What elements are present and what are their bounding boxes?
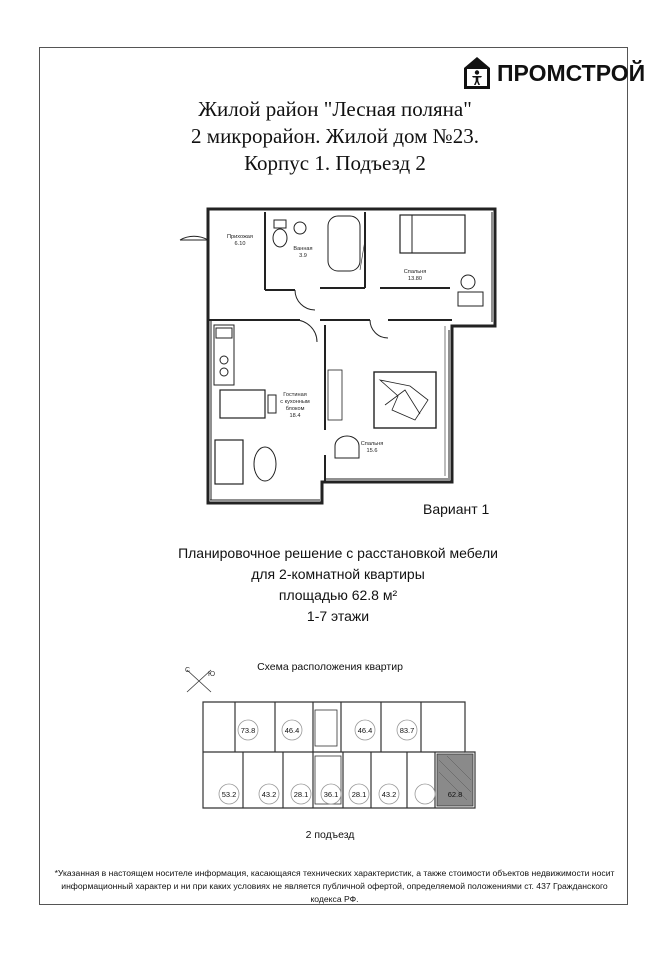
footnote: [48, 867, 621, 906]
footnote-line-2: информационный характер и ни при каких условиях не является публичной офертой, определяемой положениями ст. 437 Гражданского кодекса РФ.: [61, 881, 608, 904]
apt-bottom-2: 43.2: [261, 790, 277, 799]
room-bath-name: Ванная: [293, 246, 313, 252]
description-line-1: Планировочное решение с расстановкой мебели: [178, 545, 498, 561]
room-hall-area: 6.10: [234, 241, 246, 247]
apt-top-3: 46.4: [357, 726, 373, 735]
apartment-scheme: [175, 660, 495, 830]
title-line-1: Жилой район "Лесная поляна": [198, 97, 472, 121]
apt-bottom-4: 36.1: [323, 790, 339, 799]
apt-bottom-5: 28.1: [351, 790, 367, 799]
room-living-name-3: блоком: [285, 406, 305, 412]
scheme-title: Схема расположения квартир: [257, 661, 403, 673]
apt-top-2: 46.4: [284, 726, 300, 735]
apt-bottom-1: 53.2: [221, 790, 237, 799]
description-line-2: для 2-комнатной квартиры: [251, 566, 425, 582]
brand-name: ПРОМСТРОЙ: [497, 59, 646, 86]
entrance-label: 2 подъезд: [305, 829, 355, 841]
floor-plan: [170, 200, 510, 520]
apt-top-1: 73.8: [240, 726, 256, 735]
room-bath-area: 3.9: [299, 253, 307, 259]
description-line-4: 1-7 этажи: [306, 608, 370, 624]
compass-south: Ю: [208, 671, 216, 678]
apt-bottom-6: 43.2: [381, 790, 397, 799]
room-bedroom2-area: 15.6: [366, 448, 378, 454]
room-bedroom1-name: Спальня: [403, 269, 427, 275]
house-person-icon: [463, 56, 491, 90]
room-hall-name: Прихожая: [227, 234, 253, 240]
apt-bottom-3: 28.1: [293, 790, 309, 799]
title-line-2: 2 микрорайон. Жилой дом №23.: [191, 124, 479, 148]
footnote-line-1: *Указанная в настоящем носителе информация, касающаяся технических характеристик, а также стоимости объектов недвижимости носит: [54, 868, 615, 878]
apt-top-4: 83.7: [399, 726, 415, 735]
description: [160, 543, 516, 627]
room-living-name-1: Гостиная: [283, 392, 307, 398]
description-line-3: площадью 62.8 м²: [278, 587, 398, 603]
title-line-3: Корпус 1. Подъезд 2: [244, 151, 426, 175]
apt-bottom-7: 62.8: [447, 790, 463, 799]
brand-logo: [463, 55, 645, 91]
variant-label: Вариант 1: [423, 501, 490, 517]
page-title: [150, 96, 520, 177]
room-bedroom2-name: Спальня: [360, 441, 384, 447]
room-living-name-2: с кухонным: [280, 399, 310, 405]
room-bedroom1-area: 13.80: [408, 276, 422, 282]
compass-north: С: [185, 667, 191, 674]
room-living-area: 18.4: [289, 413, 301, 419]
